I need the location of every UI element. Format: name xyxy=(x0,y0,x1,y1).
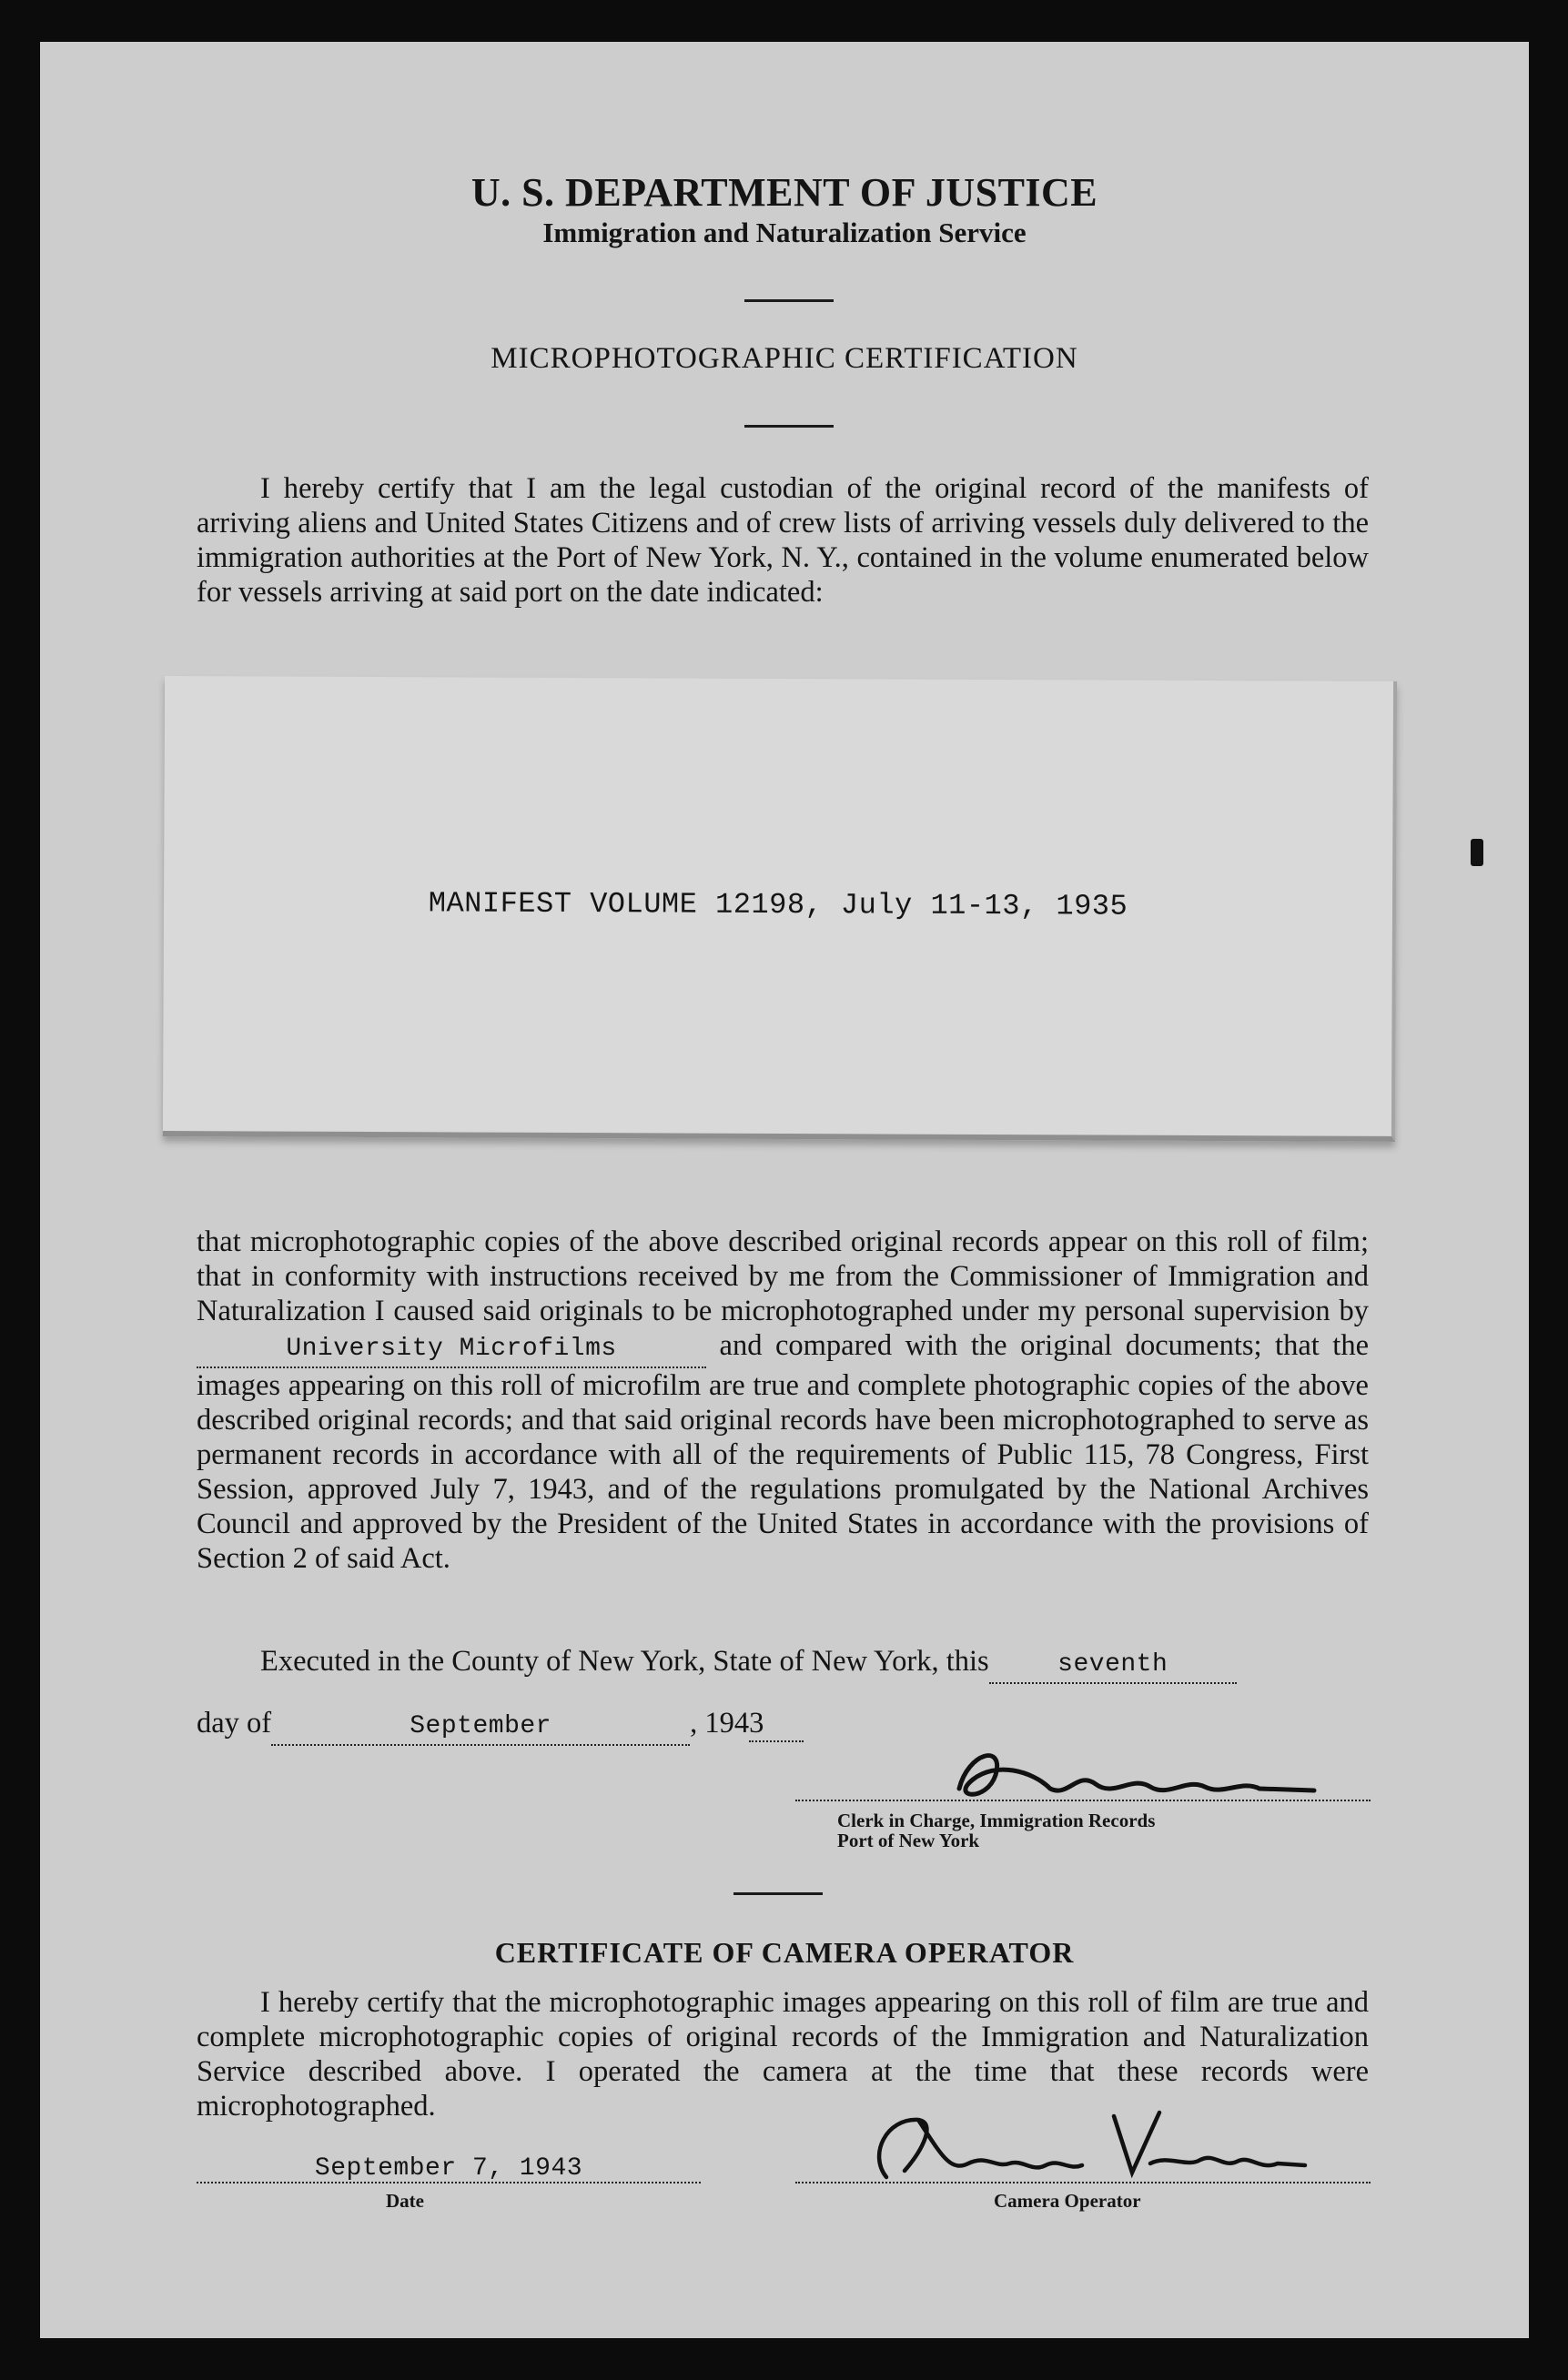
body-paragraph xyxy=(197,1225,1369,1576)
execution-day: seventh xyxy=(989,1651,1237,1684)
body-text-part2: and compared with the original documents; that the images appearing on this roll of microfilm are true and complete photographic copies of the above described original records; and that said original records have been microphotographed to serve as permanent records in accordance with all of the requirements of Public 115, 78 Congress, First Session, approved July 7, 1943, and of the regulations promulgated by the National Archives Council and approved by the President of the United States in accordance with the provisions of Section 2 of said Act. xyxy=(197,1329,1369,1575)
divider-camera-section xyxy=(733,1892,823,1895)
divider-below-title xyxy=(744,425,834,428)
contractor-name: University Microfilms xyxy=(197,1332,706,1368)
operator-date-value: September 7, 1943 xyxy=(314,2154,583,2183)
department-heading: U. S. DEPARTMENT OF JUSTICE xyxy=(470,170,1098,215)
camera-operator-text: I hereby certify that the microphotographic images appearing on this roll of film are true and complete microphotographic copies of original records of the Immigration and Naturalization Service described above. I operated the camera at the time that these records were microphotographed. xyxy=(197,1986,1369,2123)
camera-operator-title: CERTIFICATE OF CAMERA OPERATOR xyxy=(494,1936,1075,1969)
date-label: Date xyxy=(386,2190,424,2212)
execution-year-digit: 3 xyxy=(749,1709,804,1742)
execution-line xyxy=(260,1645,1237,1684)
film-edge-mark xyxy=(1471,839,1483,866)
day-of-label: day of xyxy=(197,1707,272,1740)
execution-prefix: Executed in the County of New York, State of New York, this xyxy=(260,1645,989,1678)
date-line xyxy=(197,1707,804,1746)
clerk-title-line2: Port of New York xyxy=(837,1830,980,1851)
operator-signature xyxy=(850,2100,1323,2191)
service-subheading: Immigration and Naturalization Service xyxy=(542,217,1027,248)
certification-title: MICROPHOTOGRAPHIC CERTIFICATION xyxy=(491,342,1078,375)
divider-top xyxy=(744,299,834,302)
manifest-volume-card xyxy=(163,676,1397,1142)
manifest-volume-text: MANIFEST VOLUME 12198, July 11-13, 1935 xyxy=(428,886,1128,923)
certification-page xyxy=(40,42,1529,2338)
body-text-part1: that microphotographic copies of the above described original records appear on this roll of film; that in conformity with instructions received by me from the Commissioner of Immigration and Naturalization I caused said originals to be microphotographed under my personal supervision by xyxy=(197,1225,1369,1327)
clerk-signature xyxy=(932,1734,1351,1816)
camera-operator-label: Camera Operator xyxy=(994,2190,1141,2212)
execution-year-prefix: , 194 xyxy=(690,1707,750,1740)
execution-month: September xyxy=(271,1713,690,1746)
intro-paragraph-text: I hereby certify that I am the legal custodian of the original record of the manifests of arriving aliens and United States Citizens and of crew lists of arriving vessels duly delivered to the immigration authorities at the Port of New York, N. Y., contained in the volume enumerated below for vessels arriving at said port on the date indicated: xyxy=(197,472,1369,609)
clerk-title xyxy=(837,1810,1155,1851)
clerk-title-line1: Clerk in Charge, Immigration Records xyxy=(837,1810,1156,1831)
intro-paragraph xyxy=(197,471,1369,610)
